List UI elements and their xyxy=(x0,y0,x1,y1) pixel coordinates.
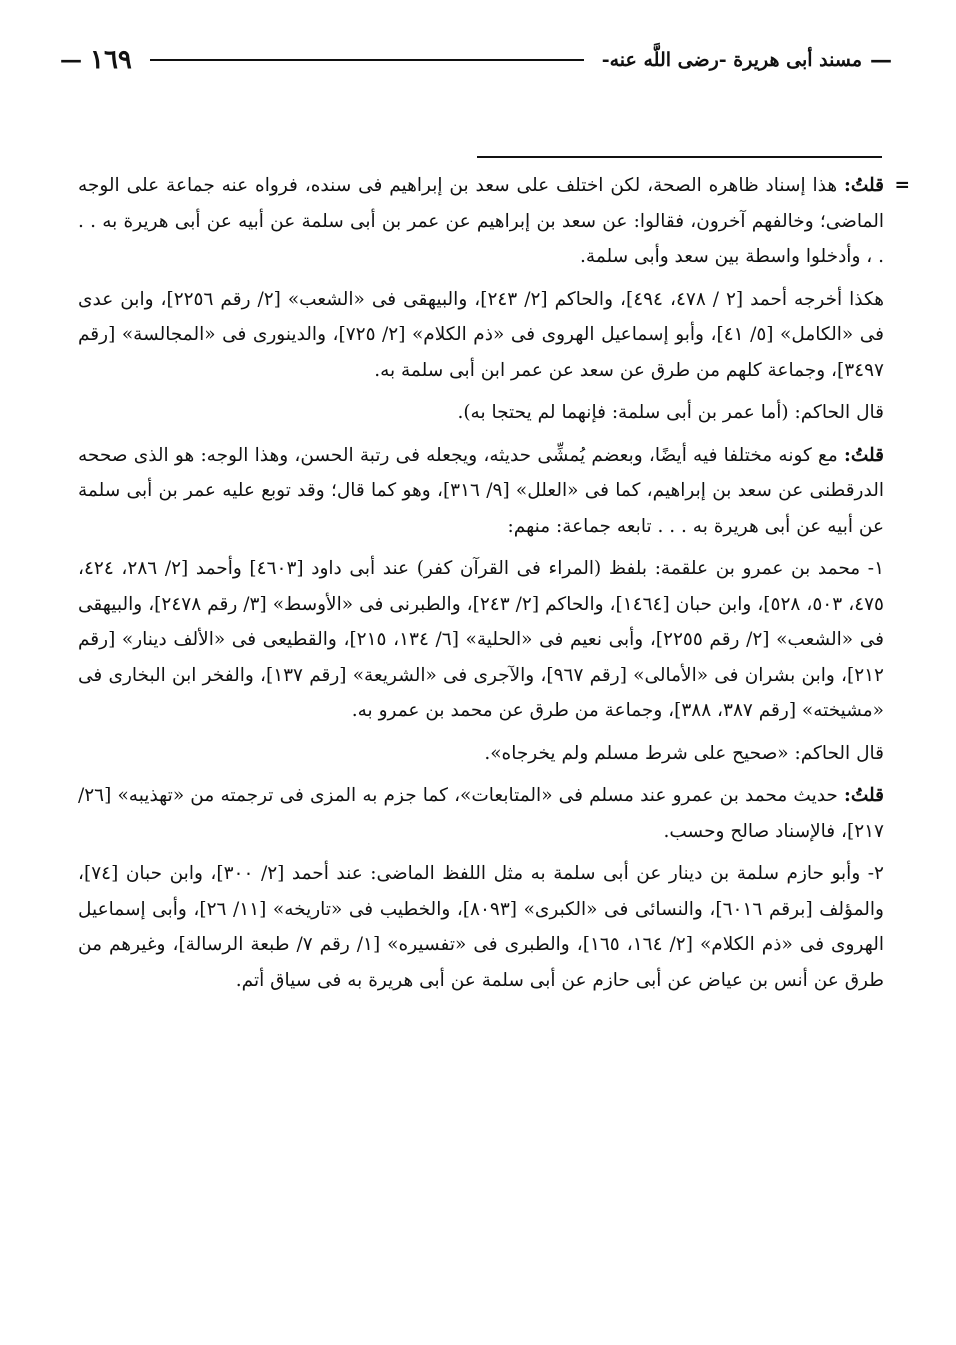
page-number: ١٦٩ xyxy=(90,45,132,75)
paragraph-4-lead: قلتُ: xyxy=(844,444,884,466)
paragraph-5-text: ١- محمد بن عمرو بن علقمة: بلفظ (المراء فى القرآن كفر) عند أبى داود [٤٦٠٣] وأحمد [٢/ ٢٨٦، ٤٢٤، ٤٧٥، ٥٠٣، ٥٢٨]، وابن حبان [١٤٦٤]، والحاكم [٢/ ٢٤٣]، والطبرنى فى «الأوسط» [٣/ رقم ٢٤٧٨]، والبيهقى فى «الشعب» [٢/ رقم ٢٢٥٥]، وأبى نعيم فى «الحلية» [٦/ ١٣٤، ٢١٥]، والقطيعى فى «الألف دينار» [رقم ٢١٢]، وابن بشران فى «الأمالى» [رقم ٩٦٧]، والآجرى فى «الشريعة» [رقم ١٣٧]، والفخر ابن البخارى فى «مشيخته» [رقم ٣٨٧، ٣٨٨]، وجماعة من طرق عن محمد بن عمرو به. xyxy=(78,558,884,721)
paragraph-8 xyxy=(78,856,884,998)
header-dash-right: — xyxy=(870,47,892,73)
paragraph-6-text: قال الحاكم: «صحيح على شرط مسلم ولم يخرجاه». xyxy=(484,742,884,764)
paragraph-1-text: هذا إسناد ظاهره الصحة، لكن اختلف على سعد بن إبراهيم فى سنده، فرواه عنه جماعة على الوجه الماضى؛ وخالفهم آخرون، فقالوا: عن سعد بن إبراهيم عن عمر بن أبى سلمة عن أبيه عن أبى هريرة به . . . ، وأدخلوا واسطة بين سعد وأبى سلمة. xyxy=(78,175,884,267)
footnote-separator xyxy=(477,156,882,158)
paragraph-7-lead: قلتُ: xyxy=(844,785,884,806)
page-header xyxy=(60,40,892,80)
continuation-mark: = xyxy=(894,175,910,196)
paragraph-7 xyxy=(78,778,884,849)
paragraph-2-text: هكذا أخرجه أحمد [٢ / ٤٧٨، ٤٩٤]، والحاكم [٢/ ٢٤٣]، والبيهقى فى «الشعب» [٢/ رقم ٢٢٥٦]، وابن عدى فى «الكامل» [٥/ ٤١]، وأبو إسماعيل الهروى فى «ذم الكلام» [٢/ ٧٢٥]، والدينورى فى «المجالسة» [رقم ٣٤٩٧]، وجماعة كلهم من طرق عن سعد عن عمر ابن أبى سلمة به. xyxy=(78,288,884,381)
paragraph-3-text: قال الحاكم: (أما عمر بن أبى سلمة: فإنهما لم يحتجا به). xyxy=(457,402,884,423)
paragraph-4-text: مع كونه مختلفا فيه أيضًا، وبعضم يُمشِّى حديثه، ويجعله فى رتبة الحسن، وهذا الوجه: هو الذى صححه الدرقطنى عن سعد بن إبراهيم، كما فى «العلل» [٩/ ٣١٦]، وهو كما قال؛ وقد توبع عليه عمر بن أبى سلمة عن أبيه عن أبى هريرة به . . . تابعه جماعة: منهم: xyxy=(78,444,884,537)
paragraph-7-text: حديث محمد بن عمرو عند مسلم فى «المتابعات»، كما جزم به المزى فى ترجمته من «تهذيبه» [٢٦/ ٢١٧]، فالإسناد صالح وحسب. xyxy=(78,785,884,842)
paragraph-3 xyxy=(78,395,884,431)
header-rule xyxy=(150,59,584,61)
running-title: مسند أبى هريرة -رضى اللَّه عنه- xyxy=(601,49,862,71)
paragraph-4 xyxy=(78,438,884,545)
paragraph-5 xyxy=(78,551,884,729)
paragraph-2 xyxy=(78,282,884,389)
paragraph-8-text: ٢- وأبو حازم سلمة بن دينار عن أبى سلمة به مثل اللفظ الماضى: عند أحمد [٢/ ٣٠٠]، وابن حبان [٧٤]، والمؤلف [برقم ٦٠١٦]، والنسائى فى «الكبرى» [٨٠٩٣]، والخطيب فى «تاريخه» [١١/ ٢٦]، وأبى إسماعيل الهروى فى «ذم الكلام» [٢/ ١٦٤، ١٦٥]، والطبرى فى «تفسيره» [١/ رقم ٧/ طبعة الرسالة]، وغيرهم من طرق عن أنس بن عياض عن أبى حازم عن أبى سلمة عن أبى هريرة به فى سياق أتم. xyxy=(78,863,884,991)
footnote-body xyxy=(78,168,910,1005)
header-dash-left: — xyxy=(60,47,82,73)
paragraph-6 xyxy=(78,736,884,772)
paragraph-1-lead: قلتُ: xyxy=(844,175,884,196)
paragraph-1 xyxy=(78,168,910,275)
